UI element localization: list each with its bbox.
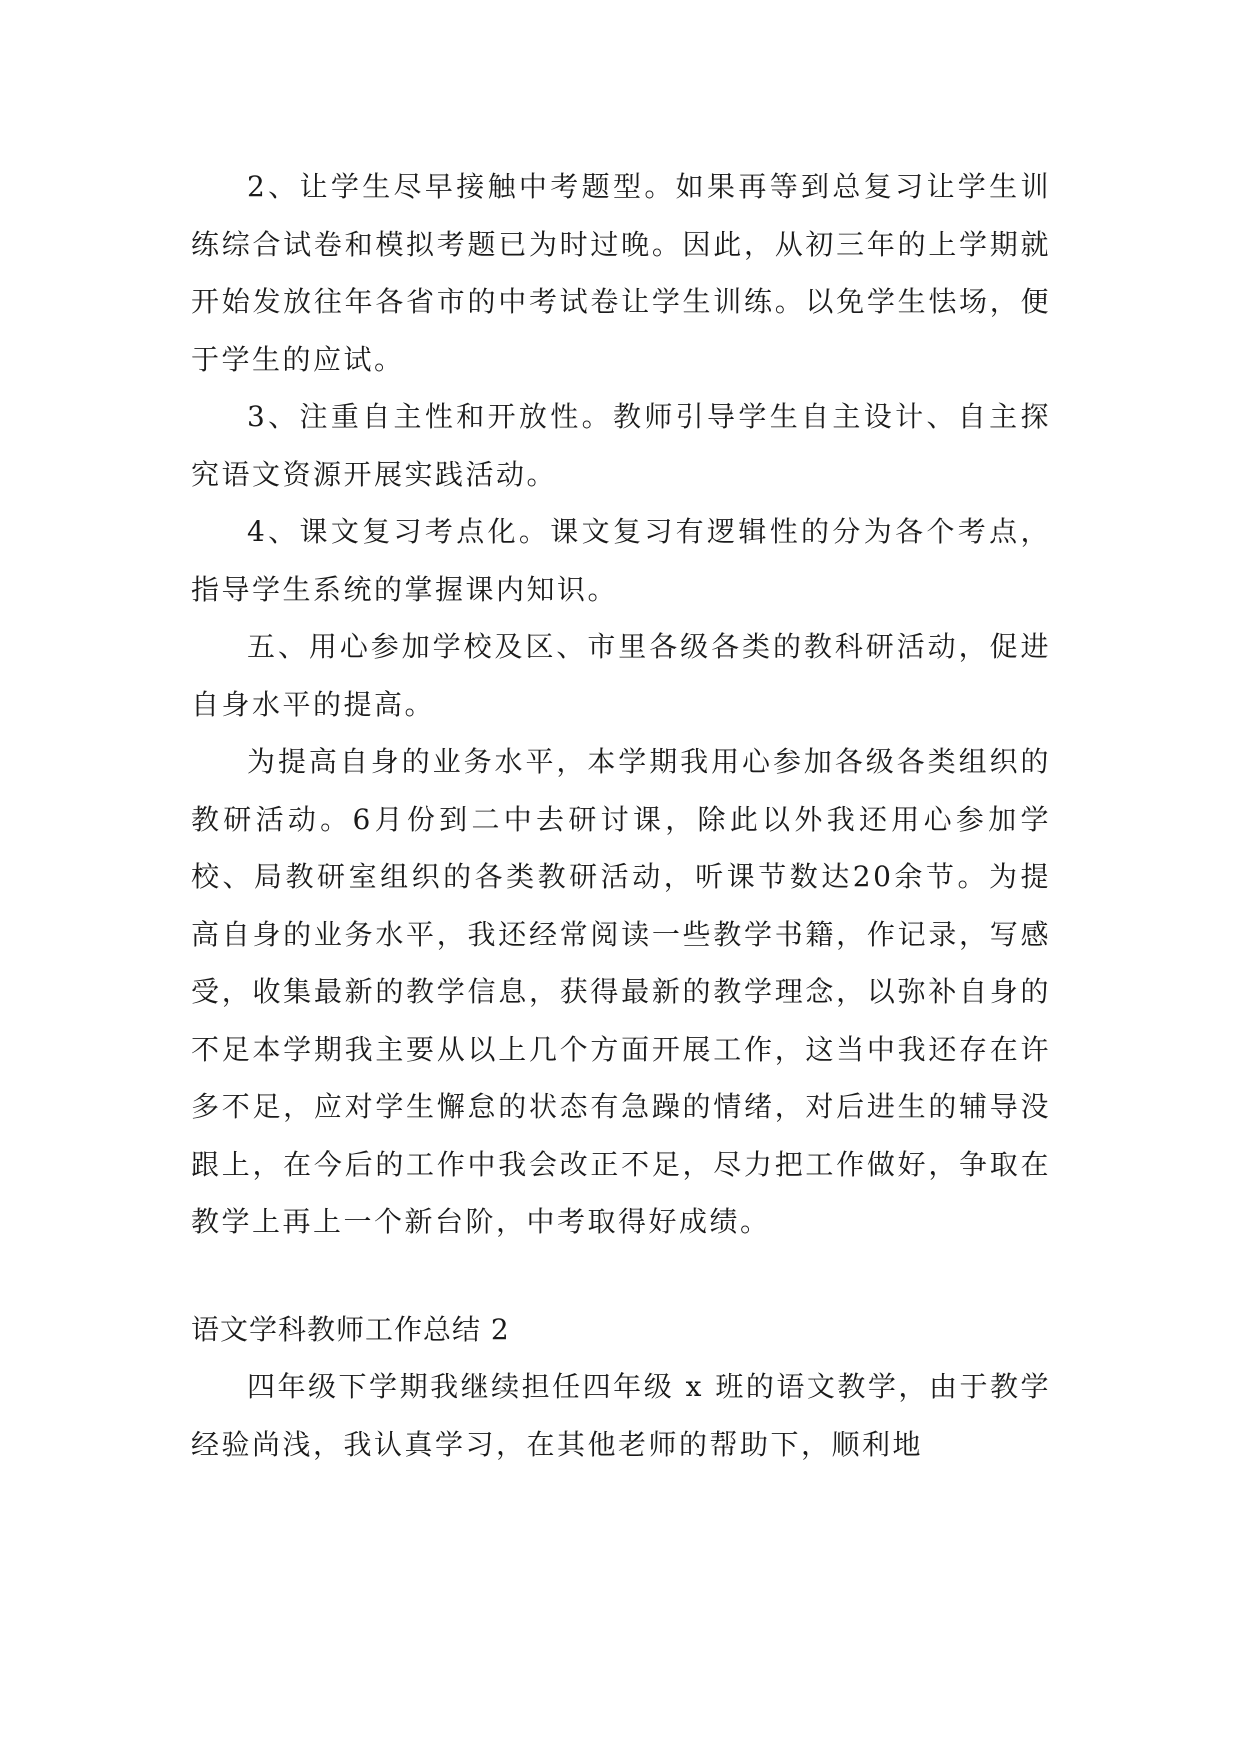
paragraph-exam-types: 2、让学生尽早接触中考题型。如果再等到总复习让学生训练综合试卷和模拟考题已为时过晚。因此，从初三年的上学期就开始发放往年各省市的中考试卷让学生训练。以免学生怯场，便于学生的应试。 [191, 170, 1051, 376]
section-gap [191, 1251, 1051, 1301]
paragraph-research-heading: 五、用心参加学校及区、市里各级各类的教科研活动，促进自身水平的提高。 [191, 630, 1051, 721]
paragraph-self-improvement: 为提高自身的业务水平，本学期我用心参加各级各类组织的教研活动。6月份到二中去研讨课，除此以外我还用心参加学校、局教研室组织的各类教研活动，听课节数达20余节。为提高自身的业务水平，我还经常阅读一些教学书籍，作记录，写感受，收集最新的教学信息，获得最新的教学理念，以弥补自身的不足本学期我主要从以上几个方面开展工作，这当中我还存在许多不足，应对学生懈怠的状态有急躁的情绪，对后进生的辅导没跟上，在今后的工作中我会改正不足，尽力把工作做好，争取在教学上再上一个新台阶，中考取得好成绩。 [191, 745, 1051, 1238]
paragraph-grade-four: 四年级下学期我继续担任四年级 x 班的语文教学，由于教学经验尚浅，我认真学习，在其他老师的帮助下，顺利地 [191, 1370, 1051, 1461]
document-body [191, 158, 1051, 1473]
section-title: 语文学科教师工作总结 2 [191, 1312, 510, 1346]
paragraph-review-points: 4、课文复习考点化。课文复习有逻辑性的分为各个考点，指导学生系统的掌握课内知识。 [191, 515, 1051, 606]
paragraph-autonomy: 3、注重自主性和开放性。教师引导学生自主设计、自主探究语文资源开展实践活动。 [191, 400, 1051, 491]
